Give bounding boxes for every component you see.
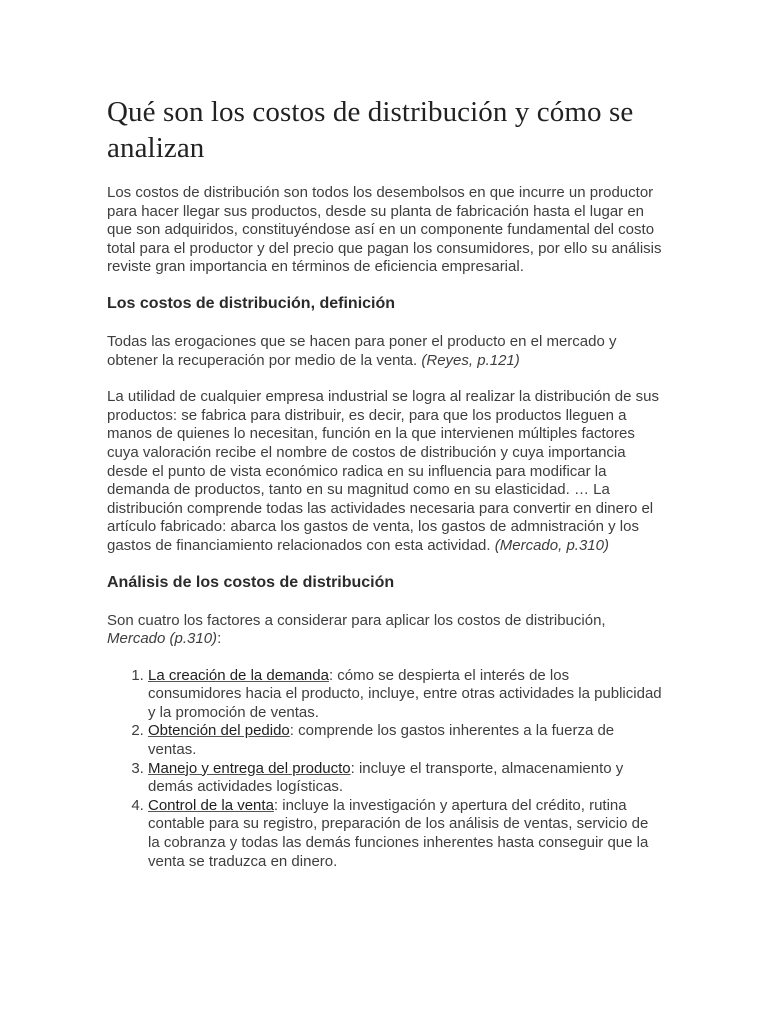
intro-paragraph: Los costos de distribución son todos los desembolsos en que incurre un productor para hacer llegar sus productos, desde su planta de fabricación hasta el lugar en que son adquiridos, constituyéndose así en un componente fundamental del costo total para el productor y del precio que pagan los consumidores, por ello su análisis reviste gran importancia en términos de eficiencia empresarial. bbox=[107, 184, 662, 276]
analysis-intro-paragraph bbox=[107, 612, 663, 649]
factor-description: : comprende los gastos inherentes a la fuerza de ventas. bbox=[148, 722, 615, 759]
factor-description: : cómo se despierta el interés de los consumidores hacia el producto, incluye, entre otras actividades la publicidad y la promoción de ventas. bbox=[148, 666, 662, 721]
article-title: Qué son los costos de distribución y cómo se analizan bbox=[107, 96, 634, 164]
definition-quote bbox=[107, 333, 663, 370]
analysis-intro-end: : bbox=[217, 630, 222, 648]
list-item bbox=[148, 722, 663, 759]
section-heading-definition: Los costos de distribución, definición bbox=[107, 294, 396, 312]
factors-list bbox=[107, 667, 663, 872]
factor-term: La creación de la demanda bbox=[148, 666, 329, 684]
factor-term: Manejo y entrega del producto bbox=[148, 759, 351, 777]
document-page bbox=[107, 94, 663, 871]
factor-description: : incluye el transporte, almacenamiento y demás actividades logísticas. bbox=[148, 759, 624, 796]
definition-paragraph-text: La utilidad de cualquier empresa industrial se logra al realizar la distribución de sus productos: se fabrica para distribuir, es decir, para que los productos lleguen a manos de quienes lo necesitan, función en la que intervienen múltiples factores cuya valoración recibe el nombre de costos de distribución y cuya importancia desde el punto de vista económico radica en su influencia para modificar la demanda de productos, tanto en su magnitud como en su elasticidad. … La distribución comprende todas las actividades necesaria para convertir en dinero el artículo fabricado: abarca los gastos de venta, los gastos de admnistración y los gastos de financiamiento relacionados con esta actividad. bbox=[107, 388, 659, 554]
list-item bbox=[148, 797, 663, 871]
citation-mercado: (Mercado, p.310) bbox=[494, 536, 609, 554]
analysis-intro-text: Son cuatro los factores a considerar para aplicar los costos de distribución, bbox=[107, 611, 606, 629]
definition-paragraph bbox=[107, 388, 663, 555]
list-item bbox=[148, 667, 663, 723]
factor-description: : incluye la investigación y apertura del crédito, rutina contable para su registro, preparación de los análisis de ventas, servicio de la cobranza y todas las demás funciones inherentes hasta conseguir que la venta se traduzca en dinero. bbox=[148, 796, 649, 870]
citation-reyes: (Reyes, p.121) bbox=[421, 351, 520, 369]
factor-term: Obtención del pedido bbox=[148, 722, 290, 740]
section-heading-analysis: Análisis de los costos de distribución bbox=[107, 573, 395, 591]
factor-term: Control de la venta bbox=[148, 796, 274, 814]
list-item bbox=[148, 760, 663, 797]
citation-mercado-analysis: Mercado (p.310) bbox=[107, 630, 218, 648]
definition-quote-text: Todas las erogaciones que se hacen para poner el producto en el mercado y obtener la recuperación por medio de la venta. bbox=[107, 332, 617, 369]
